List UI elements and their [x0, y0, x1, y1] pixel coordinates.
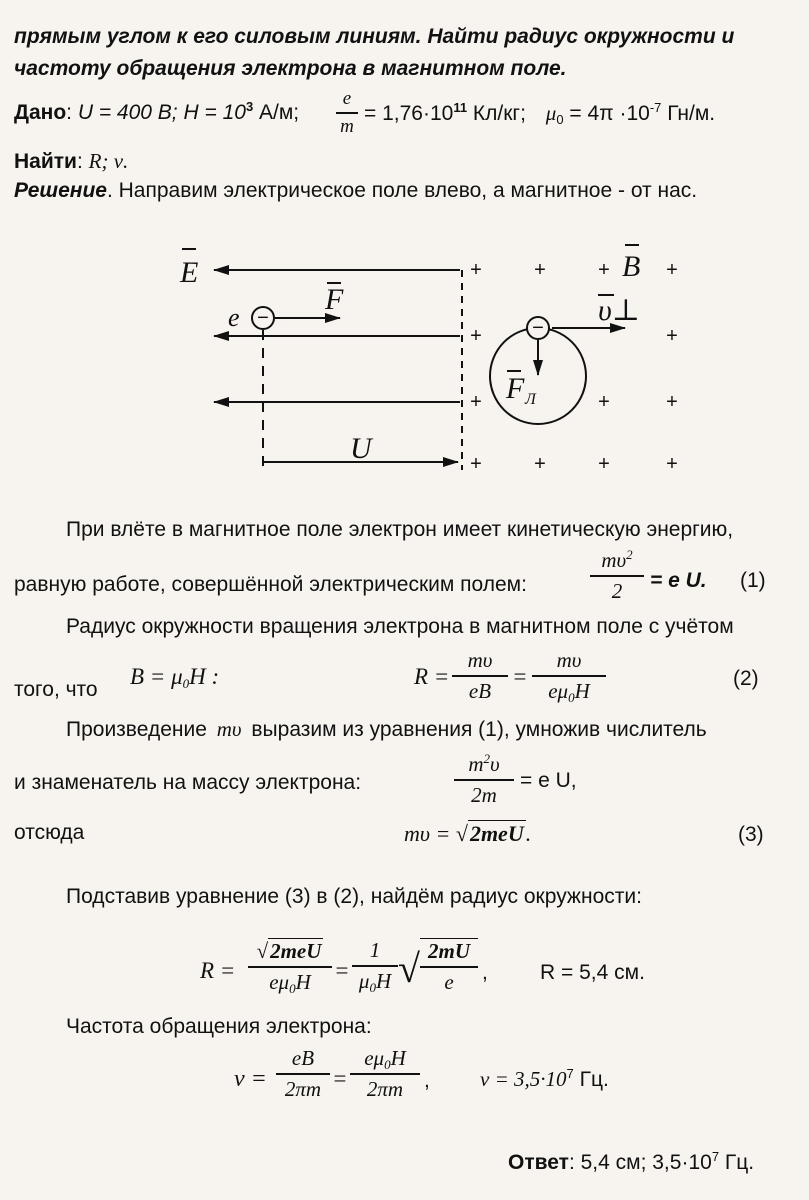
eqR-fraction-3: [420, 938, 478, 995]
text-p9: Частота обращения электрона:: [66, 1015, 372, 1038]
label-FL-sub: Л: [525, 391, 536, 408]
eqN-num2: eμ: [364, 1046, 385, 1070]
eq3-rad: 2meU: [469, 821, 524, 846]
answer-b: Гц.: [719, 1151, 755, 1174]
find-line: Найти: R; ν.: [14, 149, 129, 173]
eqR-den-sub: 0: [289, 980, 296, 996]
eqR-fraction-1: √2meU $e\mu_0H$: [248, 938, 332, 995]
given-mu0-unit: Гн/м.: [661, 102, 716, 125]
answer-exp: 7: [711, 1149, 720, 1164]
eqN-num2-tail: H: [390, 1046, 406, 1070]
eqm-num-tail: υ: [490, 752, 500, 776]
eq3: mυ = √2meU.: [404, 821, 532, 846]
eq2-num2: mυ: [556, 648, 582, 672]
find-value: R; ν.: [88, 149, 129, 173]
B-eq-sub: 0: [182, 676, 190, 691]
eq2-tag: (2): [733, 667, 759, 690]
given-mu0-sub: 0: [556, 112, 564, 127]
eqN-result-exp: 7: [566, 1066, 574, 1081]
eq2-den2-sub: 0: [568, 689, 575, 705]
plus: +: [666, 259, 678, 281]
plus: +: [598, 453, 610, 475]
eqR-eq: =: [334, 958, 350, 983]
eqm-rhs: = e U,: [520, 769, 577, 792]
eqN-num2-sub: 0: [384, 1057, 391, 1072]
plus: +: [666, 325, 678, 347]
B-equation: [130, 664, 219, 690]
electron-2-sign: −: [532, 317, 544, 339]
plus: +: [470, 453, 482, 475]
eq3-eq: =: [435, 821, 451, 846]
B-eq-tail: H :: [189, 664, 220, 689]
label-e: e: [228, 303, 240, 332]
eq1-num-sup: 2: [626, 547, 633, 562]
eqR-den2-sub: 0: [369, 979, 376, 995]
eqN-fraction-2: [350, 1046, 420, 1102]
given-em-exp: 11: [453, 100, 468, 115]
eqm-den: 2m: [471, 782, 497, 807]
eqN-nu: ν =: [234, 1066, 267, 1092]
text-p4: того, что: [14, 678, 98, 701]
eq3-lhs: mυ: [404, 821, 430, 846]
given-mu0-exp: -7: [649, 100, 662, 115]
eq3-tag: (3): [738, 823, 764, 846]
given-mu0-val: = 4π ·10: [563, 102, 650, 125]
given-U: U = 400 В;: [77, 101, 178, 124]
eqN-den1: 2πm: [284, 1076, 322, 1101]
given-em-unit: Кл/кг;: [467, 102, 526, 125]
eqR-one: 1: [369, 938, 381, 962]
given-mu0: μ: [545, 101, 557, 125]
eq2-eq: =: [512, 664, 528, 689]
eq2-den2: eμ: [548, 678, 569, 703]
eqm-fraction: [454, 752, 514, 808]
label-v: υ⊥: [598, 294, 640, 327]
eqR-den2-tail: H: [375, 968, 392, 993]
eq2-fraction-1: [452, 648, 508, 704]
given-line: Дано: U = 400 В; $H = 10^3$ А/м;: [14, 99, 300, 124]
given-em-val: = 1,76·10: [364, 102, 454, 125]
eqR-rad-num: 2mU: [428, 939, 470, 963]
given-H-exp: 3: [245, 99, 254, 114]
eqN-result-unit: Гц.: [573, 1068, 609, 1091]
plus: +: [534, 453, 546, 475]
eqN-comma: ,: [424, 1069, 430, 1092]
answer-label: Ответ: [508, 1151, 569, 1174]
given-label: Дано: [14, 101, 67, 124]
p5-a: Произведение: [66, 718, 207, 741]
eqR-den-tail: H: [295, 969, 311, 994]
plus: +: [598, 391, 610, 413]
eq2-den2-tail: H: [574, 678, 590, 703]
p5-b: выразим из уравнения (1), умножив числитель: [251, 718, 707, 741]
text-p2: равную работе, совершённой электрическим полем:: [14, 573, 527, 596]
given-H-unit: А/м;: [253, 101, 300, 124]
label-B: B: [622, 250, 641, 283]
electron-1-sign: −: [257, 307, 269, 329]
eq1-den: 2: [611, 578, 623, 603]
text-p1: При влёте в магнитное поле электрон имеет кинетическую энергию,: [66, 518, 734, 541]
problem-line-1: прямым углом к его силовым линиям. Найти радиус окружности и: [14, 25, 735, 48]
solution-text: . Направим электрическое поле влево, а магнитное - от нас.: [106, 179, 698, 202]
eqm-num: m: [468, 752, 484, 776]
eq1-num: mυ: [601, 548, 627, 572]
label-F: F: [325, 283, 344, 316]
answer-line: [508, 1150, 754, 1176]
eqR-fraction-2: [352, 938, 398, 994]
eq1-rhs: = e U.: [650, 569, 707, 592]
given-em-num: e: [342, 88, 352, 109]
text-p7: отсюда: [14, 821, 85, 844]
plus: +: [534, 259, 546, 281]
eqN-den2: 2πm: [366, 1076, 404, 1101]
given-em-den: m: [340, 115, 354, 137]
eqN-result: [480, 1066, 609, 1093]
eq1-tag: (1): [740, 569, 766, 592]
problem-line-2: частоту обращения электрона в магнитном поле.: [14, 57, 567, 80]
text-p3: Радиус окружности вращения электрона в магнитном поле с учётом: [66, 615, 734, 638]
eqR-R: R =: [200, 958, 236, 983]
eqN-num1: eB: [291, 1046, 315, 1070]
plus: +: [470, 325, 482, 347]
answer-a: : 5,4 см; 3,5·10: [568, 1151, 712, 1174]
eq1-fraction: [590, 548, 644, 604]
eqN-eq: =: [332, 1066, 348, 1091]
text-p8: Подставив уравнение (3) в (2), найдём радиус окружности:: [66, 885, 642, 908]
plus: +: [666, 391, 678, 413]
given-H: H = 10: [183, 101, 246, 124]
text-p6: и знаменатель на массу электрона:: [14, 771, 362, 794]
plus: +: [470, 391, 482, 413]
eqR-den: eμ: [269, 969, 290, 994]
plus: +: [666, 453, 678, 475]
eqR-den2: μ: [358, 968, 370, 993]
eq2-den1: eB: [468, 678, 492, 703]
eq2-num1: mυ: [467, 648, 493, 672]
eqN-fraction-1: [276, 1046, 330, 1102]
eqR-radical: √: [398, 946, 420, 991]
label-E: E: [180, 256, 199, 289]
eqm-num-sup: 2: [483, 751, 491, 766]
label-U: U: [350, 432, 372, 465]
eq2-R: R =: [414, 664, 450, 689]
B-eq: B = μ: [130, 664, 183, 689]
plus: +: [470, 259, 482, 281]
eq2-fraction-2: [532, 648, 606, 704]
p5-m: mυ: [216, 717, 242, 741]
eqR-rad-den: e: [444, 969, 454, 994]
eqR-num: 2meU: [270, 939, 322, 963]
solution-label: Решение: [14, 179, 107, 202]
eqR-comma: ,: [482, 961, 488, 984]
eqR-result: R = 5,4 см.: [540, 961, 645, 984]
plus: +: [598, 259, 610, 281]
label-FL: F: [506, 372, 525, 405]
text-p5: [66, 716, 707, 743]
eqN-result-text: ν = 3,5·10: [480, 1067, 567, 1091]
find-label: Найти: [14, 150, 77, 173]
